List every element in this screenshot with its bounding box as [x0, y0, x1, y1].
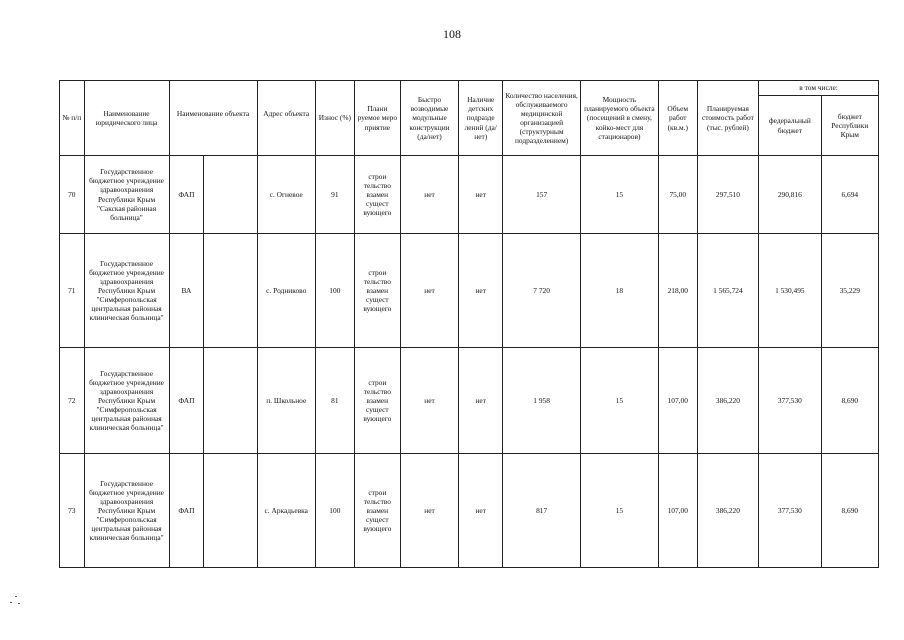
federal-value: 377,530 [759, 454, 821, 568]
planned-measure: строи тельство взамен сущест вующего [354, 348, 400, 454]
crimea-value: 6,694 [821, 156, 878, 234]
header-num: № п/п [60, 81, 85, 156]
page-number: 108 [443, 27, 461, 41]
children-value: нет [459, 454, 503, 568]
federal-value: 290,816 [759, 156, 821, 234]
capacity-value: 18 [581, 234, 659, 348]
volume-value: 107,00 [658, 454, 697, 568]
capacity-value: 15 [581, 156, 659, 234]
volume-value: 218,00 [658, 234, 697, 348]
capacity-value: 15 [581, 348, 659, 454]
table-row [60, 156, 879, 234]
cost-value: 297,510 [697, 156, 758, 234]
row-number: 70 [60, 156, 85, 234]
object-extra [204, 348, 257, 454]
row-number: 72 [60, 348, 85, 454]
object-extra [204, 156, 257, 234]
capacity-value: 15 [581, 454, 659, 568]
row-number: 71 [60, 234, 85, 348]
crimea-value: 35,229 [821, 234, 878, 348]
federal-value: 1 530,495 [759, 234, 821, 348]
volume-value: 75,00 [658, 156, 697, 234]
modular-value: нет [400, 234, 458, 348]
header-modular: Быстро возводимые модульные конструкции (да/нет) [400, 81, 458, 156]
crimea-value: 8,690 [821, 348, 878, 454]
scan-specks [10, 596, 20, 604]
object-extra [204, 454, 257, 568]
population-value: 817 [503, 454, 581, 568]
scan-speck [10, 602, 12, 603]
children-value: нет [459, 348, 503, 454]
children-value: нет [459, 234, 503, 348]
works-table [59, 80, 879, 568]
header-cost: Планируемая стоимость работ (тыс. рублей) [697, 81, 758, 156]
cost-value: 1 565,724 [697, 234, 758, 348]
object-type: ВА [169, 234, 204, 348]
population-value: 1 958 [503, 348, 581, 454]
modular-value: нет [400, 348, 458, 454]
object-type: ФАП [169, 348, 204, 454]
crimea-value: 8,690 [821, 454, 878, 568]
cost-value: 386,220 [697, 348, 758, 454]
org-name: Государственное бюджетное учреждение здравоохранения Республики Крым "Симферопольская центральная районная клиническая больница" [84, 454, 169, 568]
table-row [60, 348, 879, 454]
modular-value: нет [400, 156, 458, 234]
planned-measure: строи тельство взамен сущест вующего [354, 156, 400, 234]
header-object-name: Наименование объекта [169, 81, 257, 156]
header-capacity: Мощность планируемого объекта (посещений в смену, койко-мест для стационаров) [581, 81, 659, 156]
header-children: Наличие детских подразде лений (да/нет) [459, 81, 503, 156]
table-row [60, 454, 879, 568]
population-value: 157 [503, 156, 581, 234]
header-row [60, 81, 879, 96]
planned-measure: строи тельство взамен сущест вующего [354, 454, 400, 568]
population-value: 7 720 [503, 234, 581, 348]
org-name: Государственное бюджетное учреждение здравоохранения Республики Крым "Сакская районная больница" [84, 156, 169, 234]
header-planned-measure: Плани руемое меро приятие [354, 81, 400, 156]
object-type: ФАП [169, 454, 204, 568]
header-address: Адрес объекта [257, 81, 315, 156]
table-row [60, 234, 879, 348]
header-population: Количество населения, обслуживаемого медицинской организацией (структурным подразделением) [503, 81, 581, 156]
scan-speck [18, 603, 20, 604]
object-extra [204, 234, 257, 348]
planned-measure: строи тельство взамен сущест вующего [354, 234, 400, 348]
object-address: с. Огневое [257, 156, 315, 234]
wear-value: 100 [315, 234, 354, 348]
wear-value: 100 [315, 454, 354, 568]
federal-value: 377,530 [759, 348, 821, 454]
header-federal: федеральный бюджет [759, 96, 821, 156]
object-address: с. Родниково [257, 234, 315, 348]
header-org: Наименование юридического лица [84, 81, 169, 156]
wear-value: 81 [315, 348, 354, 454]
object-type: ФАП [169, 156, 204, 234]
org-name: Государственное бюджетное учреждение здравоохранения Республики Крым "Симферопольская центральная районная клиническая больница" [84, 234, 169, 348]
header-including: в том числе: [759, 81, 879, 96]
org-name: Государственное бюджетное учреждение здравоохранения Республики Крым "Симферопольская центральная районная клиническая больница" [84, 348, 169, 454]
object-address: п. Школьное [257, 348, 315, 454]
volume-value: 107,00 [658, 348, 697, 454]
cost-value: 386,220 [697, 454, 758, 568]
header-crimea: бюджет Республики Крым [821, 96, 878, 156]
modular-value: нет [400, 454, 458, 568]
row-number: 73 [60, 454, 85, 568]
children-value: нет [459, 156, 503, 234]
header-wear: Износ (%) [315, 81, 354, 156]
header-volume: Объем работ (кв.м.) [658, 81, 697, 156]
scan-speck [15, 596, 17, 597]
object-address: с. Аркадьевка [257, 454, 315, 568]
wear-value: 91 [315, 156, 354, 234]
